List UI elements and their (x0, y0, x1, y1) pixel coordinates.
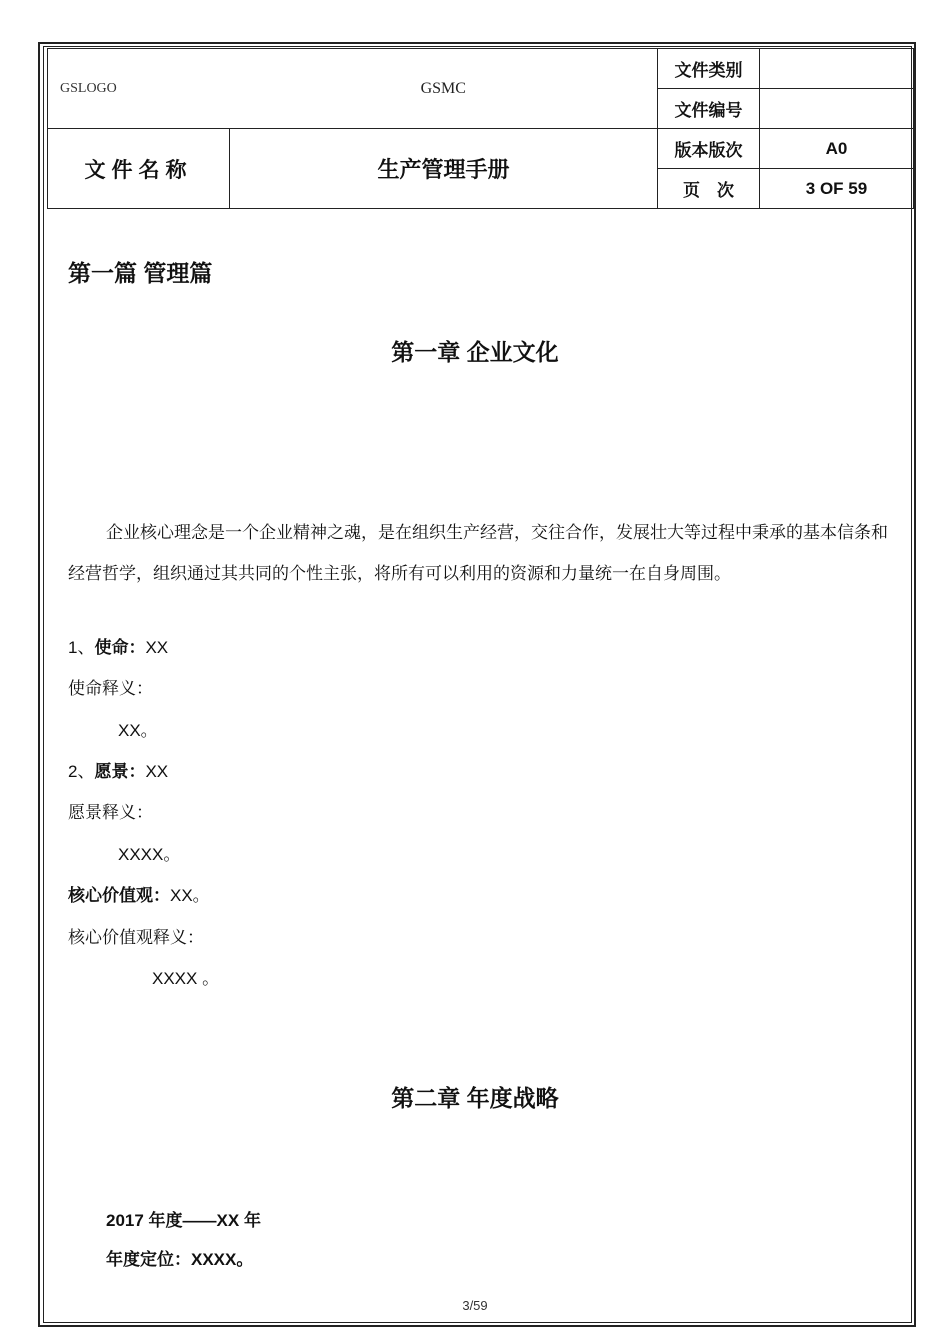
vision-value: XX (145, 762, 169, 781)
doc-category-value (760, 49, 914, 89)
company-name: GSMC (230, 49, 658, 129)
core-values-explanation-value: XXXX 。 (152, 969, 220, 988)
version-value: A0 (760, 129, 914, 169)
document-header-table (47, 48, 914, 209)
core-values-explanation-label: 核心价值观释义： (68, 928, 204, 947)
vision-prefix: 2、 (68, 762, 95, 781)
file-name-label: 文件名称 (48, 129, 230, 209)
vision-label: 愿景： (94, 762, 146, 781)
doc-number-label: 文件编号 (658, 89, 760, 129)
vision-explanation-label: 愿景释义： (68, 803, 153, 822)
mission-explanation-label: 使命释义： (68, 679, 153, 698)
core-values-label: 核心价值观： (68, 886, 170, 905)
mission-prefix: 1、 (68, 638, 95, 657)
page-number-footer: 3/59 (462, 1298, 488, 1313)
logo-placeholder: GSLOGO (48, 49, 230, 129)
year-positioning: 年度定位：XXXX。 (106, 1250, 254, 1269)
chapter-2-title: 第二章 年度战略 (391, 1085, 559, 1111)
doc-number-value (760, 89, 914, 129)
page-label: 页 次 (658, 169, 760, 209)
doc-category-label: 文件类别 (658, 49, 760, 89)
vision-explanation-value: XXXX。 (118, 845, 181, 864)
version-label: 版本版次 (658, 129, 760, 169)
mission-line (68, 627, 888, 668)
chapter-1-title: 第一章 企业文化 (391, 339, 559, 365)
core-values-value: XX。 (170, 886, 210, 905)
intro-paragraph: 企业核心理念是一个企业精神之魂，是在组织生产经营，交往合作，发展壮大等过程中秉承的基本信条和经营哲学，组织通过其共同的个性主张，将所有可以利用的资源和力量统一在自身周围。 (68, 523, 888, 583)
year-line: 2017 年度——XX 年 (106, 1211, 261, 1230)
part-title: 第一篇 管理篇 (68, 260, 213, 286)
mission-label: 使命： (94, 638, 146, 657)
mission-explanation-value: XX。 (118, 721, 158, 740)
core-values-line (68, 875, 888, 916)
mission-value: XX (145, 638, 169, 657)
vision-line (68, 751, 888, 792)
page-value: 3 OF 59 (760, 169, 914, 209)
file-name-value: 生产管理手册 (230, 129, 658, 209)
